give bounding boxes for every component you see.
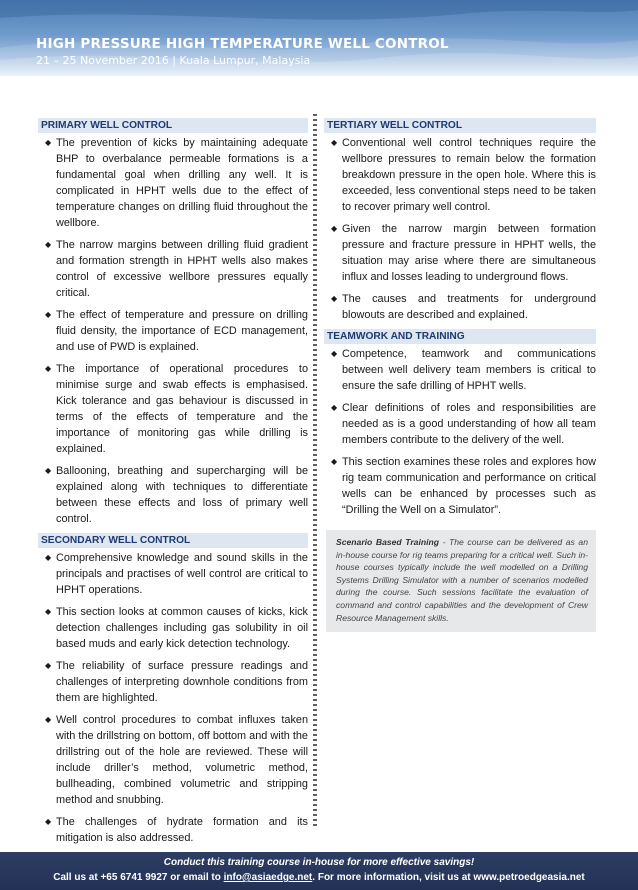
list-item: ◆ Competence, teamwork and communications between well delivery team members is critical to ensure the safe drilling of HPHT wells.: [331, 348, 596, 392]
list-item: ◆ Conventional well control techniques require the wellbore pressures to remain below the formation breakdown pressure in the open hole. Where this is exceeded, less conventional steps need to be taken to recover primary well control.: [331, 137, 596, 213]
footer-banner: [0, 852, 638, 890]
section-heading-teamwork: TEAMWORK AND TRAINING: [324, 329, 596, 344]
diamond-bullet-icon: ◆: [45, 553, 52, 562]
email-link[interactable]: info@asiaedge.net: [223, 872, 313, 883]
list-item: ◆ This section looks at common causes of kicks, kick detection challenges including gas solubility in oil based muds and early kick detection technology.: [45, 606, 308, 650]
diamond-bullet-icon: ◆: [331, 349, 338, 358]
list-item: ◆ The challenges of hydrate formation and its mitigation is also addressed.: [45, 816, 308, 844]
primary-list: [38, 135, 308, 527]
right-column: [324, 118, 596, 632]
list-item: ◆ The prevention of kicks by maintaining adequate BHP to overbalance permeable formations is a fundamental goal when drilling any well. It is complicated in HPHT wells due to the effect of temperature changes on drilling fluid throughout the wellbore.: [45, 137, 308, 229]
diamond-bullet-icon: ◆: [45, 661, 52, 670]
list-item: ◆ The narrow margins between drilling fluid gradient and formation strength in HPHT wells also makes control of excessive wellbore pressures equally critical.: [45, 239, 308, 299]
diamond-bullet-icon: ◆: [331, 457, 338, 466]
diamond-bullet-icon: ◆: [45, 240, 52, 249]
list-item: ◆ The causes and treatments for underground blowouts are described and explained.: [331, 293, 596, 321]
list-item: ◆ The reliability of surface pressure readings and challenges of interpreting downhole conditions from them are highlighted.: [45, 660, 308, 704]
diamond-bullet-icon: ◆: [45, 138, 52, 147]
list-item: ◆ This section examines these roles and explores how rig team communication and performance on critical wells can be enhanced by processes such as “Drilling the Well on a Simulator”.: [331, 456, 596, 516]
footer-tagline: Conduct this training course in-house for more effective savings!: [163, 857, 475, 868]
left-column: [38, 118, 308, 852]
diamond-bullet-icon: ◆: [331, 138, 338, 147]
section-heading-tertiary: TERTIARY WELL CONTROL: [324, 118, 596, 133]
section-heading-primary: PRIMARY WELL CONTROL: [38, 118, 308, 133]
note-label: Scenario Based Training: [336, 537, 439, 547]
scenario-training-note: [326, 530, 596, 632]
header-banner: [0, 0, 638, 76]
list-item: ◆ The effect of temperature and pressure on drilling fluid density, the importance of ECD management, and use of PWD is explained.: [45, 309, 308, 353]
footer-contact: Call us at +65 6741 9927 or email to info@asiaedge.net. For more information, visit us at www.petroedgeasia.net: [53, 872, 585, 883]
section-heading-secondary: SECONDARY WELL CONTROL: [38, 533, 308, 548]
diamond-bullet-icon: ◆: [45, 310, 52, 319]
list-item: ◆ Clear definitions of roles and responsibilities are needed as is a good understanding of how all team members contribute to the delivery of the well.: [331, 402, 596, 446]
list-item: ◆ Comprehensive knowledge and sound skills in the principals and practises of well control are critical to HPHT operations.: [45, 552, 308, 596]
list-item: ◆ Given the narrow margin between formation pressure and fracture pressure in HPHT wells, the situation may arise where there are simultaneous influx and losses leading to underground flows.: [331, 223, 596, 283]
diamond-bullet-icon: ◆: [45, 607, 52, 616]
secondary-list: [38, 550, 308, 846]
diamond-bullet-icon: ◆: [331, 294, 338, 303]
tertiary-list: [324, 135, 596, 323]
diamond-bullet-icon: ◆: [45, 715, 52, 724]
list-item: ◆ Ballooning, breathing and supercharging will be explained along with techniques to differentiate between these effects and loss of primary well control.: [45, 465, 308, 525]
note-text: - The course can be delivered as an in-house course for rig teams preparing for a critical well. Such in-house courses typically include the well modelled on a Drilling Systems Drilling Simulator with a number of scenarios modelled during the course. Such sessions facilitate the evaluation of command and control capabilities and the development of Crew Resource Management skills.: [336, 537, 588, 623]
list-item: ◆ Well control procedures to combat influxes taken with the drillstring on bottom, off bottom and with the drillstring out of the hole are reviewed. These will include driller’s method, volumetric method, bullheading, combined volumetric and stripping method and snubbing.: [45, 714, 308, 806]
diamond-bullet-icon: ◆: [45, 817, 52, 826]
column-divider: [313, 114, 317, 826]
course-date-location: 21 – 25 November 2016 | Kuala Lumpur, Malaysia: [36, 54, 311, 67]
diamond-bullet-icon: ◆: [331, 403, 338, 412]
course-title: HIGH PRESSURE HIGH TEMPERATURE WELL CONTROL: [36, 36, 449, 52]
diamond-bullet-icon: ◆: [331, 224, 338, 233]
diamond-bullet-icon: ◆: [45, 466, 52, 475]
teamwork-list: [324, 346, 596, 518]
diamond-bullet-icon: ◆: [45, 364, 52, 373]
list-item: ◆ The importance of operational procedures to minimise surge and swab effects is emphasised. Kick tolerance and gas behaviour is discussed in terms of the effects of temperature and the importance of monitoring gas while drilling is explained.: [45, 363, 308, 455]
